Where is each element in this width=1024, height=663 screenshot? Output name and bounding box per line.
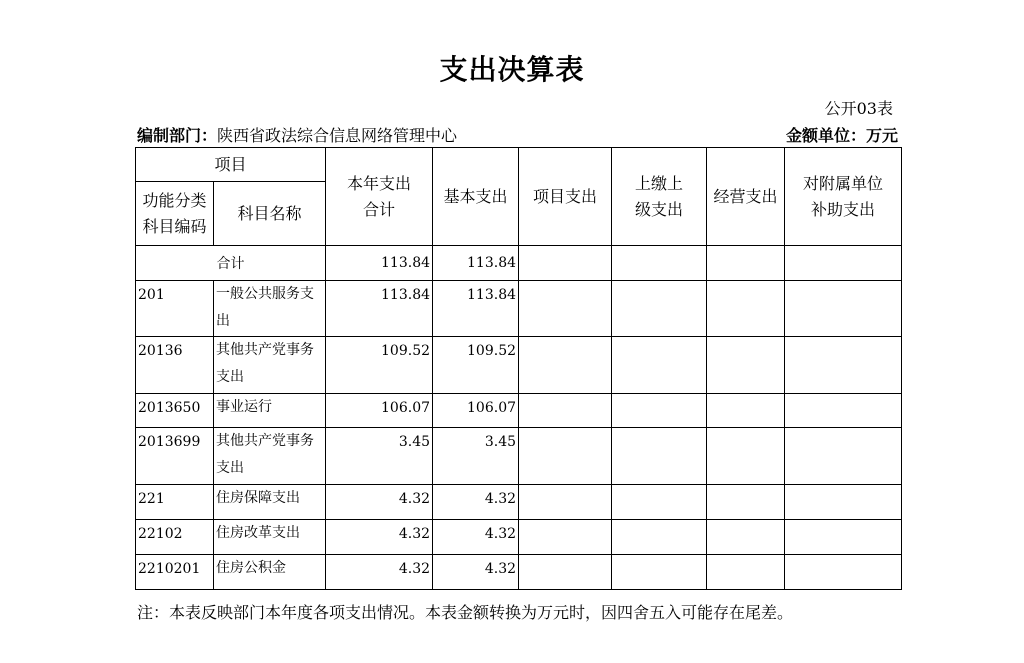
row-total: 113.84 xyxy=(326,281,433,337)
header-upper-remit: 上缴上 级支出 xyxy=(612,148,707,246)
row-basic: 3.45 xyxy=(433,428,519,485)
header-project: 项目 xyxy=(136,148,326,182)
form-number: 公开03表 xyxy=(824,99,893,118)
func-code: 2210201 xyxy=(136,555,214,590)
subject-name: 事业运行 xyxy=(214,394,326,428)
total-row xyxy=(136,246,902,281)
row-basic: 4.32 xyxy=(433,555,519,590)
reporting-unit-name: 陕西省政法综合信息网络管理中心 xyxy=(217,126,458,145)
header-subject-name: 科目名称 xyxy=(214,182,326,246)
row-total: 4.32 xyxy=(326,485,433,520)
table-row xyxy=(136,555,902,590)
header-func-code: 功能分类 科目编码 xyxy=(136,182,214,246)
subject-name: 一般公共服务支出 xyxy=(214,281,326,337)
row-total: 109.52 xyxy=(326,337,433,394)
func-code: 201 xyxy=(136,281,214,337)
row-basic: 113.84 xyxy=(433,281,519,337)
row-basic: 4.32 xyxy=(433,520,519,555)
header-subsidy: 对附属单位 补助支出 xyxy=(785,148,902,246)
func-code: 221 xyxy=(136,485,214,520)
subject-name: 住房改革支出 xyxy=(214,520,326,555)
header-project-expenditure: 项目支出 xyxy=(519,148,612,246)
row-total: 4.32 xyxy=(326,555,433,590)
total-amount: 113.84 xyxy=(326,246,433,281)
reporting-unit xyxy=(137,123,457,146)
header-total: 本年支出 合计 xyxy=(326,148,433,246)
func-code: 20136 xyxy=(136,337,214,394)
page-title: 支出决算表 xyxy=(439,53,585,86)
table-row xyxy=(136,394,902,428)
reporting-unit-label: 编制部门： xyxy=(137,126,218,145)
row-basic: 109.52 xyxy=(433,337,519,394)
func-code: 2013699 xyxy=(136,428,214,485)
subject-name: 住房公积金 xyxy=(214,555,326,590)
row-total: 3.45 xyxy=(326,428,433,485)
total-label: 合计 xyxy=(136,246,326,281)
row-total: 4.32 xyxy=(326,520,433,555)
row-basic: 4.32 xyxy=(433,485,519,520)
func-code: 2013650 xyxy=(136,394,214,428)
total-basic: 113.84 xyxy=(433,246,519,281)
table-row xyxy=(136,428,902,485)
header-business: 经营支出 xyxy=(707,148,785,246)
header-basic: 基本支出 xyxy=(433,148,519,246)
table-row xyxy=(136,520,902,555)
func-code: 22102 xyxy=(136,520,214,555)
table-row xyxy=(136,337,902,394)
table-row xyxy=(136,281,902,337)
subject-name: 其他共产党事务支出 xyxy=(214,428,326,485)
table-row xyxy=(136,485,902,520)
expenditure-table xyxy=(135,147,902,590)
subject-name: 其他共产党事务支出 xyxy=(214,337,326,394)
row-total: 106.07 xyxy=(326,394,433,428)
subject-name: 住房保障支出 xyxy=(214,485,326,520)
footnote: 注：本表反映部门本年度各项支出情况。本表金额转换为万元时，因四舍五入可能存在尾差。 xyxy=(137,603,794,622)
row-basic: 106.07 xyxy=(433,394,519,428)
money-unit: 金额单位：万元 xyxy=(785,126,898,145)
